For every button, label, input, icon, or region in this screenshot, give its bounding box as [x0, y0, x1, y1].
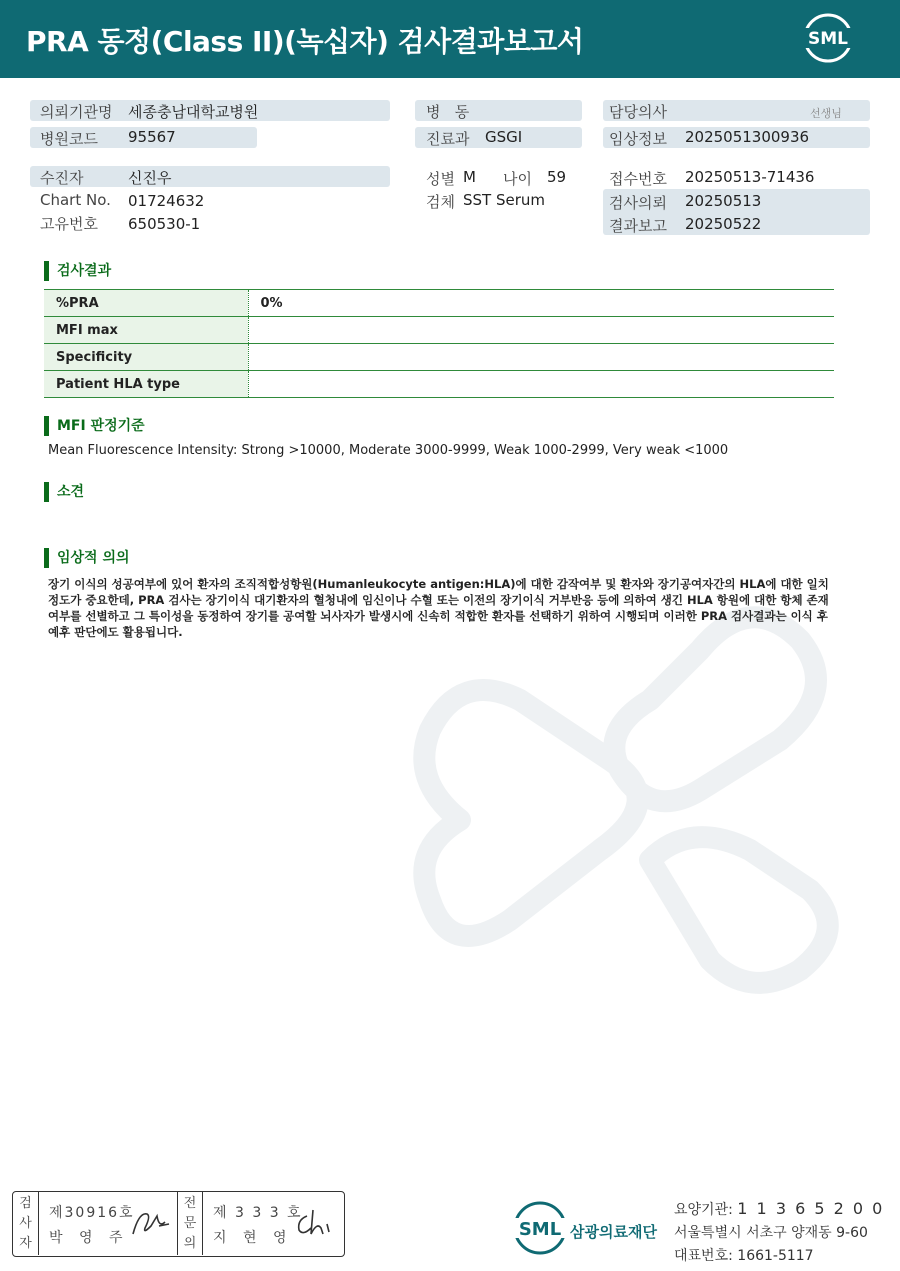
report-date-label: 결과보고 — [609, 217, 667, 235]
doctor-suffix: 선생님 — [810, 107, 842, 120]
specimen-label: 검체 — [426, 193, 455, 211]
ward-label: 병 동 — [426, 103, 470, 121]
clinical-section-title: 임상적 의의 — [44, 548, 130, 568]
clinical-significance-text: 장기 이식의 성공여부에 있어 환자의 조직적합성항원(Humanleukocyte antigen:HLA)에 대한 감작여부 및 환자와 장기공여자간의 HLA에 대한 일치정도가 중요한데, PRA 검사는 장기이식 대기환자의 혈청내에 임신이나 수혈 또는 이전의 장기이식 거부반응 등에 의하여 생긴 HLA 항원에 대한 항체 존재 여부를 선별하고 그 특이성을 동정하여 장기를 공여할 뇌사자가 발생시에 신속히 적합한 환자를 선택하기 위하여 시행되며 이러한 PRA 검사결과는 이식 후 예후 판단에도 활용됩니다. — [48, 577, 829, 639]
result-key: Patient HLA type — [44, 371, 248, 398]
patient-label: 수진자 — [40, 169, 84, 187]
specialist-signature-icon — [293, 1206, 337, 1240]
opinion-section-title: 소견 — [44, 482, 84, 502]
report-date-value: 20250522 — [685, 215, 762, 233]
hospital-code-label: 병원코드 — [40, 130, 98, 148]
patient-bar — [30, 166, 390, 187]
table-row — [44, 344, 834, 371]
signature-box — [12, 1191, 345, 1257]
sex-label: 성별 — [426, 170, 455, 188]
results-table — [44, 289, 834, 398]
sex-value: M — [463, 168, 476, 186]
result-value — [248, 344, 834, 371]
patient-value: 신진우 — [128, 169, 172, 187]
result-value — [248, 371, 834, 398]
sml-logo-icon — [800, 12, 856, 64]
sml-footer-logo-icon — [510, 1200, 570, 1256]
report-header — [0, 0, 900, 78]
tester-signature-icon — [129, 1206, 173, 1240]
age-label: 나이 — [503, 170, 532, 188]
receipt-label: 접수번호 — [609, 170, 667, 188]
phone-value: 1661-5117 — [737, 1248, 814, 1264]
result-value: 0% — [248, 290, 834, 317]
receipt-value: 20250513-71436 — [685, 168, 815, 186]
dept-label: 진료과 — [426, 130, 470, 148]
address: 서울특별시 서초구 양재동 9-60 — [674, 1225, 868, 1241]
mfi-criteria-text: Mean Fluorescence Intensity: Strong >10000, Moderate 3000-9999, Weak 1000-2999, Very weak <1000 — [48, 443, 729, 458]
table-row — [44, 290, 834, 317]
result-key: Specificity — [44, 344, 248, 371]
specialist-license-no: 제 3 3 3 호 — [213, 1205, 303, 1221]
age-value: 59 — [547, 168, 567, 186]
phone-label: 대표번호 — [674, 1248, 729, 1264]
result-value — [248, 317, 834, 344]
request-date-value: 20250513 — [685, 192, 762, 210]
org-name: 삼광의료재단 — [570, 1223, 657, 1241]
chart-no-label: Chart No. — [40, 191, 111, 209]
specialist-name: 지 현 영 — [213, 1230, 293, 1246]
tester-name: 박 영 주 — [49, 1230, 129, 1246]
results-section-title: 검사결과 — [44, 261, 111, 281]
clinical-info-label: 임상정보 — [609, 130, 667, 148]
unique-no-label: 고유번호 — [40, 215, 98, 233]
hospital-value: 세종충남대학교병원 — [128, 103, 259, 121]
clinical-info-value: 2025051300936 — [685, 128, 810, 146]
hospital-code-value: 95567 — [128, 128, 176, 146]
hospital-label: 의뢰기관명 — [40, 103, 113, 121]
doctor-label: 담당의사 — [609, 103, 667, 121]
chart-no-value: 01724632 — [128, 192, 205, 210]
result-key: %PRA — [44, 290, 248, 317]
table-row — [44, 371, 834, 398]
dept-value: GSGI — [485, 128, 523, 146]
report-title: PRA 동정(Class II)(녹십자) 검사결과보고서 — [26, 25, 584, 58]
request-date-label: 검사의뢰 — [609, 194, 667, 212]
svg-text:SML: SML — [518, 1219, 562, 1240]
mfi-section-title: MFI 판정기준 — [44, 416, 145, 436]
institution-code-value: 1 1 3 6 5 2 0 0 — [737, 1199, 885, 1218]
specialist-side-label: 전문의 — [177, 1192, 203, 1255]
unique-no-value: 650530-1 — [128, 215, 201, 233]
result-key: MFI max — [44, 317, 248, 344]
tester-license-no: 제30916호 — [49, 1205, 135, 1221]
phone: 대표번호: 1661-5117 — [674, 1248, 814, 1264]
svg-text:SML: SML — [808, 29, 848, 49]
institution-code-label: 요양기관 — [674, 1202, 729, 1218]
table-row — [44, 317, 834, 344]
institution-code: 요양기관: 1 1 3 6 5 2 0 0 — [674, 1199, 885, 1218]
specimen-value: SST Serum — [463, 191, 546, 209]
tester-side-label: 검사자 — [13, 1192, 39, 1255]
